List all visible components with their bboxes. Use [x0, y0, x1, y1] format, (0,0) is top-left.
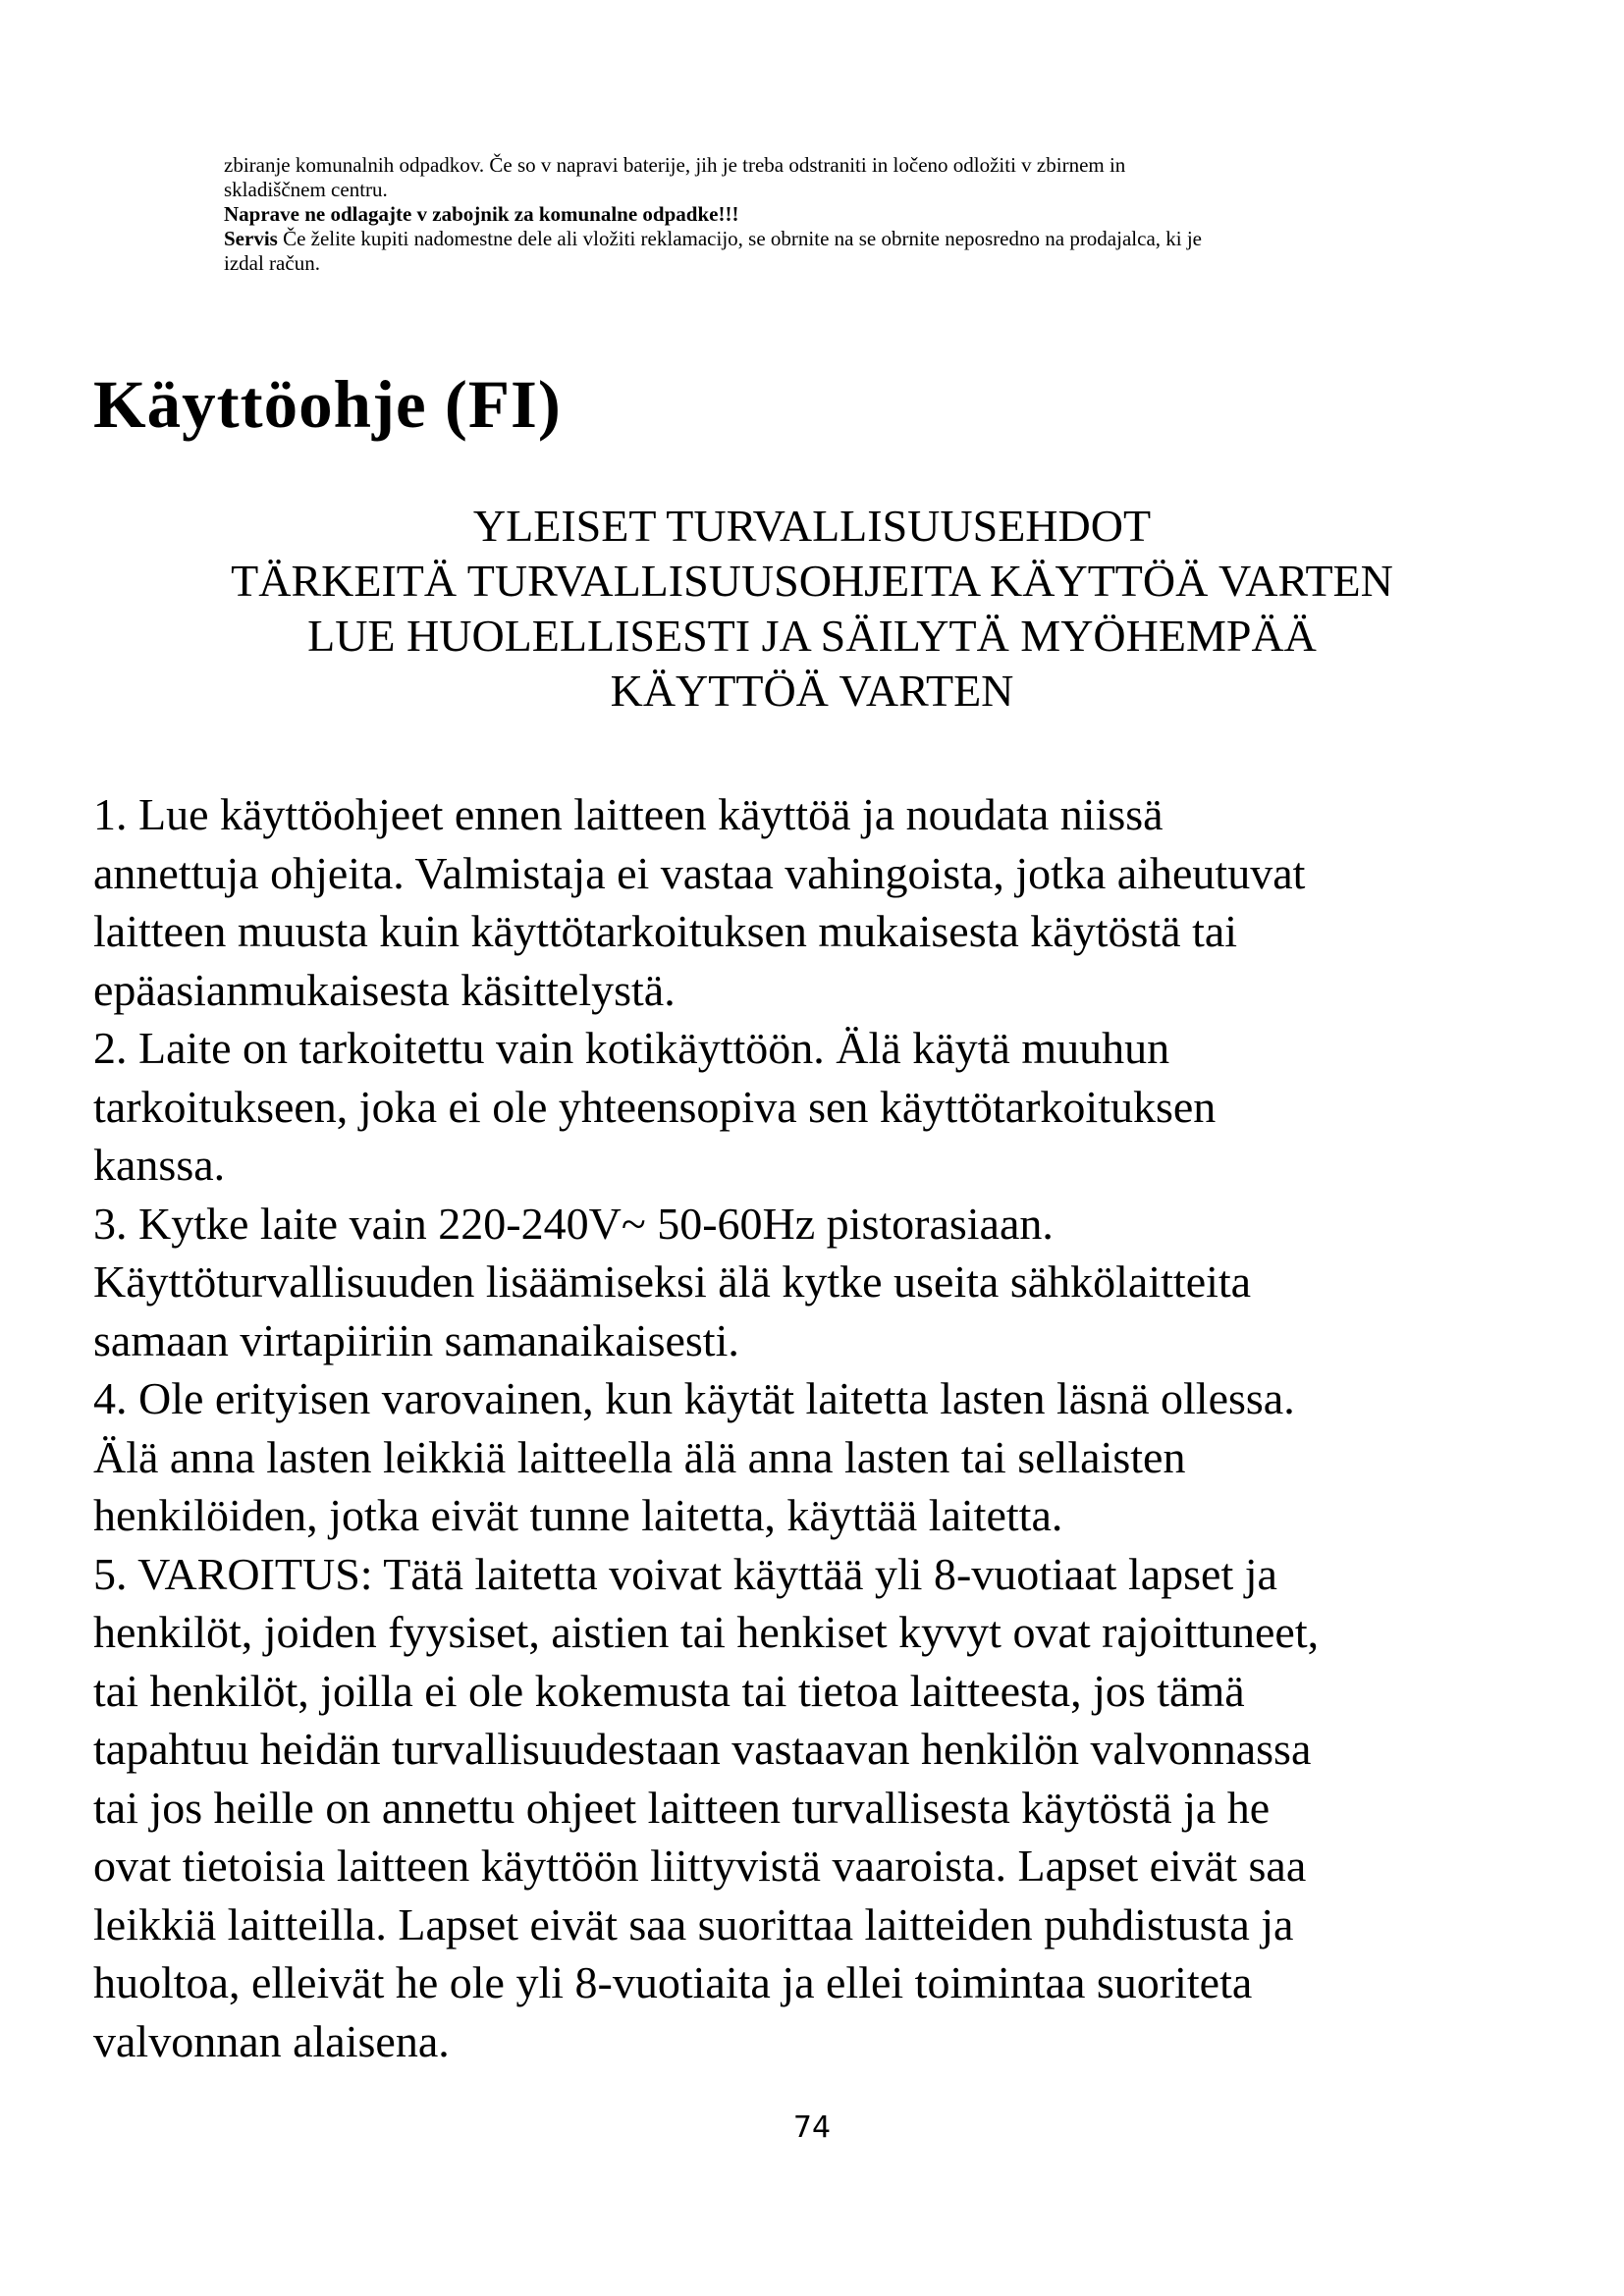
page-number: 74: [792, 2110, 832, 2145]
instruction-line: Käyttöturvallisuuden lisäämiseksi älä kytke useita sähkölaitteita: [93, 1256, 1252, 1307]
instruction-line: leikkiä laitteilla. Lapset eivät saa suorittaa laitteiden puhdistusta ja: [93, 1898, 1294, 1949]
instruction-line: kanssa.: [93, 1140, 226, 1190]
note-line: izdal račun.: [224, 251, 320, 275]
instruction-line: tai jos heille on annettu ohjeet laitteen turvallisesta käytöstä ja he: [93, 1782, 1271, 1833]
safety-instructions: [93, 785, 1507, 2070]
instruction-line: 5. VAROITUS: Tätä laitetta voivat käyttää yli 8-vuotiaat lapset ja: [93, 1548, 1277, 1599]
heading-line: KÄYTTÖÄ VARTEN: [610, 666, 1014, 716]
instruction-line: ovat tietoisia laitteen käyttöön liittyvistä vaaroista. Lapset eivät saa: [93, 1841, 1307, 1891]
instruction-line: Älä anna lasten leikkiä laitteella älä anna lasten tai sellaisten: [93, 1431, 1186, 1482]
heading-line: LUE HUOLELLISESTI JA SÄILYTÄ MYÖHEMPÄÄ: [307, 611, 1317, 661]
instruction-line: henkilöiden, jotka eivät tunne laitetta, käyttää laitetta.: [93, 1490, 1063, 1540]
page-title: Käyttöohje (FI): [93, 367, 562, 442]
note-line: skladiščnem centru.: [224, 178, 388, 201]
servis-label: Servis: [224, 227, 278, 250]
instruction-line: 3. Kytke laite vain 220-240V~ 50-60Hz pistorasiaan.: [93, 1198, 1054, 1249]
instruction-line: epäasianmukaisesta käsittelystä.: [93, 964, 676, 1015]
instruction-line: huoltoa, elleivät he ole yli 8-vuotiaita ja ellei toimintaa suoriteta: [93, 1957, 1253, 2007]
instruction-line: 1. Lue käyttöohjeet ennen laitteen käyttöä ja noudata niissä: [93, 789, 1164, 839]
heading-line: TÄRKEITÄ TURVALLISUUSOHJEITA KÄYTTÖÄ VARTEN: [231, 556, 1393, 606]
safety-heading: [0, 499, 1624, 719]
instruction-line: annettuja ohjeita. Valmistaja ei vastaa vahingoista, jotka aiheutuvat: [93, 847, 1306, 898]
instruction-line: 2. Laite on tarkoitettu vain kotikäyttöön. Älä käytä muuhun: [93, 1023, 1170, 1073]
instruction-line: samaan virtapiiriin samanaikaisesti.: [93, 1314, 739, 1365]
instruction-line: tarkoitukseen, joka ei ole yhteensopiva sen käyttötarkoituksen: [93, 1081, 1217, 1132]
instruction-line: valvonnan alaisena.: [93, 2015, 450, 2066]
disposal-warning: Naprave ne odlagajte v zabojnik za komunalne odpadke!!!: [224, 202, 739, 226]
heading-line: YLEISET TURVALLISUUSEHDOT: [472, 501, 1152, 551]
note-line: zbiranje komunalnih odpadkov. Če so v napravi baterije, jih je treba odstraniti in ločeno odložiti v zbirnem in: [224, 153, 1126, 177]
servis-line: [224, 227, 1402, 251]
instruction-line: 4. Ole erityisen varovainen, kun käytät laitetta lasten läsnä ollessa.: [93, 1373, 1295, 1423]
instruction-line: henkilöt, joiden fyysiset, aistien tai henkiset kyvyt ovat rajoittuneet,: [93, 1607, 1320, 1657]
previous-section-note: [224, 153, 1402, 276]
servis-text: Če želite kupiti nadomestne dele ali vložiti reklamacijo, se obrnite na se obrnite neposredno na prodajalca, ki je: [283, 227, 1203, 250]
instruction-line: tai henkilöt, joilla ei ole kokemusta tai tietoa laitteesta, jos tämä: [93, 1665, 1245, 1716]
instruction-line: laitteen muusta kuin käyttötarkoituksen mukaisesta käytöstä tai: [93, 906, 1238, 956]
instruction-line: tapahtuu heidän turvallisuudestaan vastaavan henkilön valvonnassa: [93, 1724, 1312, 1774]
